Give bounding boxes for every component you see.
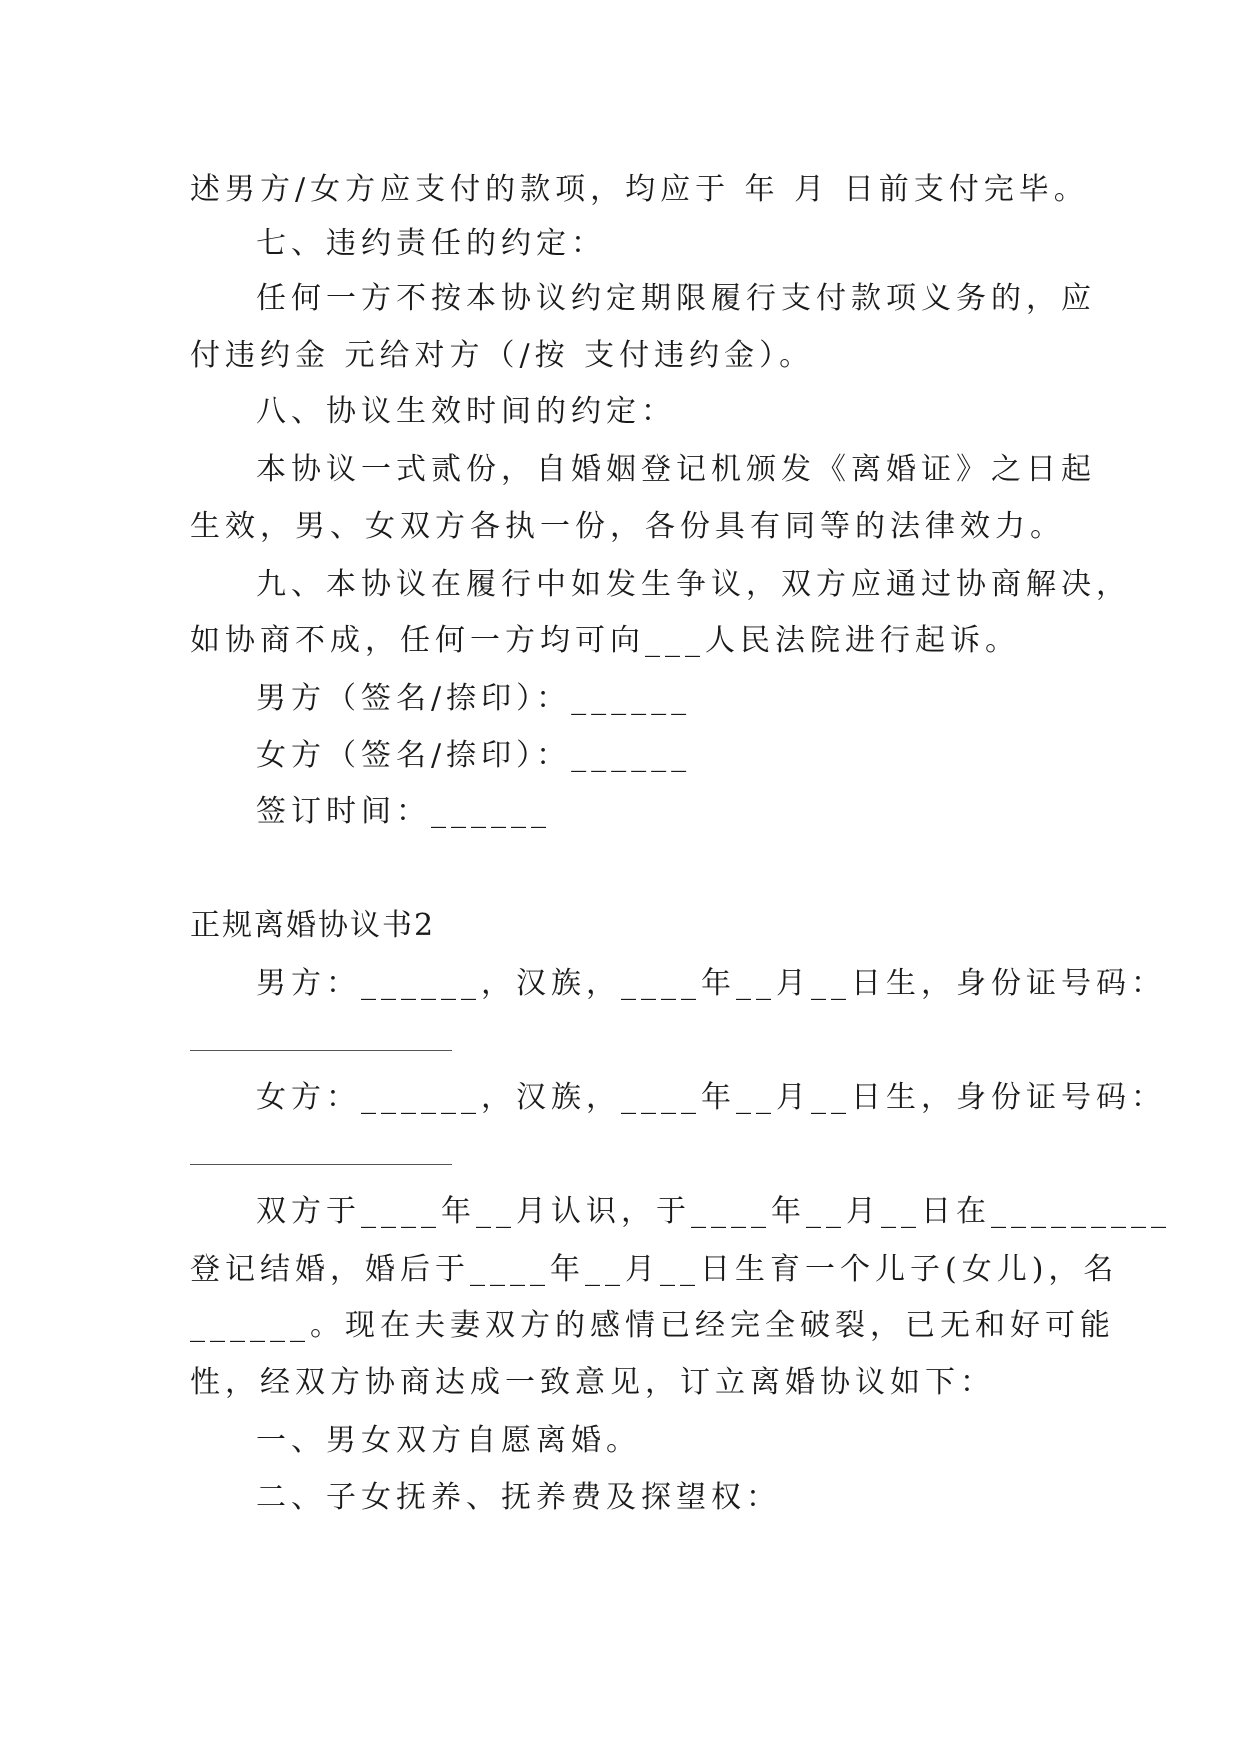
paragraph-line: 九、本协议在履行中如发生争议，双方应通过协商解决， <box>256 567 1131 602</box>
paragraph-line: 任何一方不按本协议约定期限履行支付款项义务的，应 <box>256 281 1096 316</box>
paragraph-line: 本协议一式贰份，自婚姻登记机颁发《离婚证》之日起 <box>256 452 1096 487</box>
document-title: 正规离婚协议书2 <box>190 908 436 943</box>
section-heading: 八、协议生效时间的约定： <box>256 394 676 429</box>
signature-line-male: 男方（签名/捺印）：______ <box>256 681 692 716</box>
clause-item: 一、男女双方自愿离婚。 <box>256 1423 641 1458</box>
paragraph-line: 述男方/女方应支付的款项，均应于 年 月 日前支付完毕。 <box>190 172 1089 207</box>
female-party-info: 女方：______，汉族，____年__月__日生，身份证号码： <box>256 1080 1166 1115</box>
paragraph-line: 登记结婚，婚后于____年__月__日生育一个儿子(女儿)，名 <box>190 1252 1119 1287</box>
signing-date-line: 签订时间：______ <box>256 794 551 829</box>
paragraph-line: 生效，男、女双方各执一份，各份具有同等的法律效力。 <box>190 509 1065 544</box>
id-number-blank-line <box>190 1164 452 1165</box>
section-heading: 七、违约责任的约定： <box>256 226 606 261</box>
male-party-info: 男方：______，汉族，____年__月__日生，身份证号码： <box>256 966 1166 1001</box>
id-number-blank-line <box>190 1050 452 1051</box>
clause-item: 二、子女抚养、抚养费及探望权： <box>256 1480 781 1515</box>
signature-line-female: 女方（签名/捺印）：______ <box>256 738 692 773</box>
paragraph-line: 双方于____年__月认识，于____年__月__日在_________ <box>256 1194 1171 1229</box>
paragraph-line: ______。现在夫妻双方的感情已经完全破裂，已无和好可能 <box>190 1308 1115 1343</box>
paragraph-line: 如协商不成，任何一方均可向___人民法院进行起诉。 <box>190 623 1020 658</box>
paragraph-line: 付违约金 元给对方（/按 支付违约金）。 <box>190 338 815 373</box>
paragraph-line: 性，经双方协商达成一致意见，订立离婚协议如下： <box>190 1365 995 1400</box>
